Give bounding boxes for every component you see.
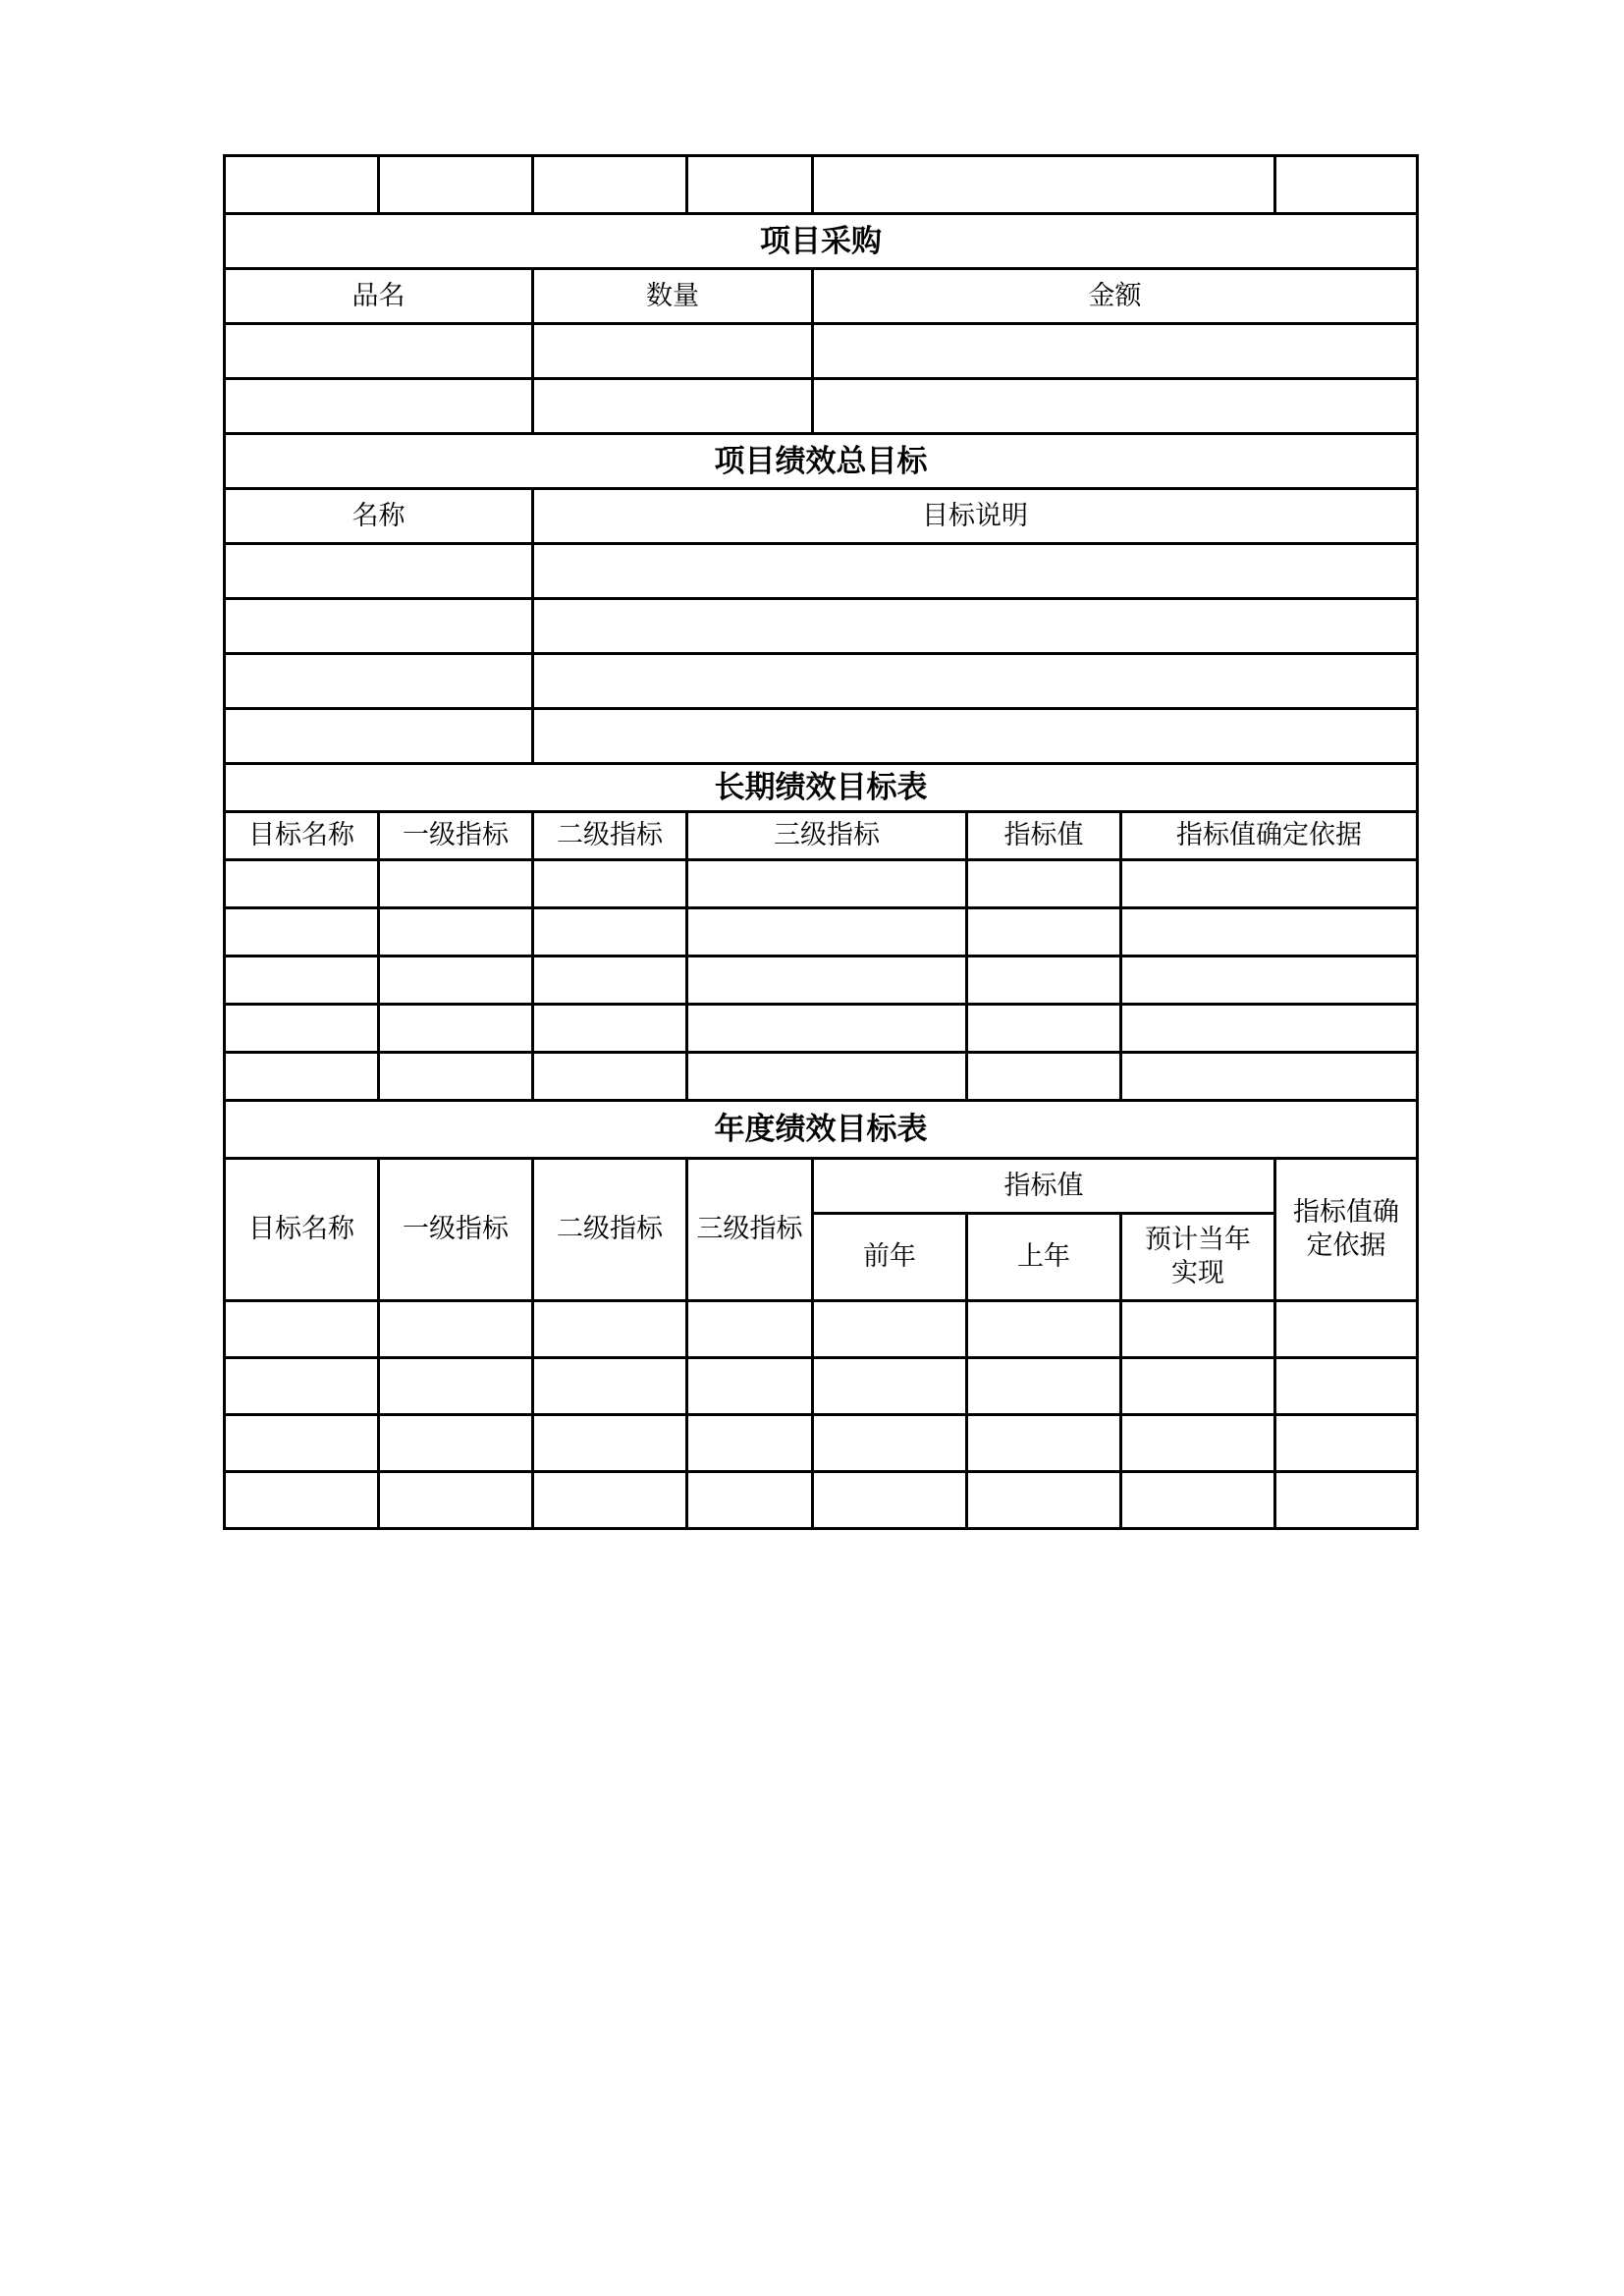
- table-cell: [813, 1472, 967, 1529]
- table-cell: [687, 1053, 967, 1101]
- annual-section-title: 年度绩效目标表: [225, 1101, 1418, 1159]
- table-row: [225, 860, 1418, 908]
- table-cell: [533, 544, 1418, 599]
- table-row: [225, 1005, 1418, 1053]
- table-cell: [967, 908, 1121, 957]
- table-cell: [533, 1415, 687, 1472]
- table-cell: [379, 1053, 533, 1101]
- table-row: [225, 1053, 1418, 1101]
- table-cell: [1275, 1472, 1418, 1529]
- table-cell: [225, 957, 379, 1005]
- last-year-header: 上年: [967, 1214, 1121, 1301]
- table-cell: [533, 599, 1418, 654]
- table-row: [225, 1415, 1418, 1472]
- long-term-section-title: 长期绩效目标表: [225, 764, 1418, 812]
- table-row: [225, 324, 1418, 379]
- procurement-header-row: [225, 269, 1418, 324]
- table-cell: [967, 1472, 1121, 1529]
- level2-indicator-header: 二级指标: [533, 812, 687, 860]
- table-cell: [225, 1301, 379, 1358]
- performance-target-form: [223, 154, 1416, 1530]
- table-cell: [379, 1415, 533, 1472]
- target-name-header: 目标名称: [225, 812, 379, 860]
- table-cell: [967, 860, 1121, 908]
- level1-indicator-header: 一级指标: [379, 812, 533, 860]
- table-cell: [687, 1358, 813, 1415]
- indicator-value-header: 指标值: [967, 812, 1121, 860]
- table-cell: [533, 1053, 687, 1101]
- table-cell: [813, 324, 1418, 379]
- table-cell: [533, 156, 687, 214]
- table-cell: [813, 156, 1275, 214]
- goal-description-header: 目标说明: [533, 489, 1418, 544]
- table-cell: [1121, 908, 1418, 957]
- table-cell: [533, 1301, 687, 1358]
- table-row: [225, 1472, 1418, 1529]
- table-cell: [533, 957, 687, 1005]
- table-cell: [225, 156, 379, 214]
- table-cell: [533, 860, 687, 908]
- table-cell: [225, 654, 533, 709]
- table-cell: [687, 1301, 813, 1358]
- table-cell: [967, 1053, 1121, 1101]
- table-cell: [1121, 1301, 1275, 1358]
- table-cell: [813, 379, 1418, 434]
- table-cell: [687, 156, 813, 214]
- table-cell: [967, 1005, 1121, 1053]
- table-cell: [1121, 1005, 1418, 1053]
- table-cell: [967, 957, 1121, 1005]
- table-cell: [225, 599, 533, 654]
- table-cell: [225, 544, 533, 599]
- table-row: [225, 379, 1418, 434]
- annual-level3-indicator-header: 三级指标: [687, 1159, 813, 1301]
- table-row: [225, 1301, 1418, 1358]
- table-row: [225, 544, 1418, 599]
- item-name-header: 品名: [225, 269, 533, 324]
- table-cell: [967, 1301, 1121, 1358]
- table-cell: [687, 908, 967, 957]
- goal-name-header: 名称: [225, 489, 533, 544]
- procurement-section-title: 项目采购: [225, 214, 1418, 269]
- table-cell: [533, 379, 813, 434]
- expected-this-year-header: 预计当年实现: [1121, 1214, 1275, 1301]
- annual-level1-indicator-header: 一级指标: [379, 1159, 533, 1301]
- table-cell: [225, 324, 533, 379]
- table-cell: [967, 1358, 1121, 1415]
- table-cell: [1121, 1472, 1275, 1529]
- table-cell: [379, 1005, 533, 1053]
- table-cell: [533, 908, 687, 957]
- level3-indicator-header: 三级指标: [687, 812, 967, 860]
- table-cell: [379, 1472, 533, 1529]
- year-before-last-header: 前年: [813, 1214, 967, 1301]
- table-cell: [1121, 957, 1418, 1005]
- table-cell: [225, 860, 379, 908]
- table-cell: [967, 1415, 1121, 1472]
- table-row: [225, 957, 1418, 1005]
- table-cell: [533, 1472, 687, 1529]
- table-cell: [1121, 860, 1418, 908]
- table-cell: [813, 1301, 967, 1358]
- table-cell: [225, 908, 379, 957]
- table-cell: [533, 654, 1418, 709]
- overall-goal-header-row: [225, 489, 1418, 544]
- table-cell: [1275, 1358, 1418, 1415]
- table-cell: [1121, 1415, 1275, 1472]
- annual-indicator-value-header: 指标值: [813, 1159, 1275, 1214]
- table-row: [225, 709, 1418, 764]
- table-cell: [687, 957, 967, 1005]
- table-cell: [225, 1053, 379, 1101]
- long-term-header-row: [225, 812, 1418, 860]
- table-cell: [533, 324, 813, 379]
- table-cell: [225, 1472, 379, 1529]
- amount-header: 金额: [813, 269, 1418, 324]
- table-cell: [687, 1005, 967, 1053]
- table-row: [225, 1358, 1418, 1415]
- table-cell: [533, 1005, 687, 1053]
- table-cell: [533, 709, 1418, 764]
- table-cell: [1121, 1053, 1418, 1101]
- table-cell: [1121, 1358, 1275, 1415]
- overall-goal-section-title: 项目绩效总目标: [225, 434, 1418, 489]
- table-cell: [1275, 1301, 1418, 1358]
- table-cell: [379, 1301, 533, 1358]
- table-cell: [225, 1358, 379, 1415]
- annual-value-basis-header: 指标值确定依据: [1275, 1159, 1418, 1301]
- table-cell: [687, 860, 967, 908]
- table-cell: [813, 1415, 967, 1472]
- table-cell: [687, 1415, 813, 1472]
- annual-target-name-header: 目标名称: [225, 1159, 379, 1301]
- quantity-header: 数量: [533, 269, 813, 324]
- table-row: [225, 599, 1418, 654]
- table-cell: [379, 908, 533, 957]
- table-cell: [533, 1358, 687, 1415]
- table-cell: [379, 156, 533, 214]
- table-row: [225, 908, 1418, 957]
- table-cell: [225, 709, 533, 764]
- annual-level2-indicator-header: 二级指标: [533, 1159, 687, 1301]
- table-cell: [1275, 156, 1418, 214]
- table-cell: [379, 957, 533, 1005]
- table-cell: [225, 1415, 379, 1472]
- table-row: [225, 654, 1418, 709]
- table-cell: [379, 1358, 533, 1415]
- form-table: [223, 154, 1419, 1530]
- table-cell: [1275, 1415, 1418, 1472]
- table-cell: [379, 860, 533, 908]
- top-blank-row: [225, 156, 1418, 214]
- table-cell: [687, 1472, 813, 1529]
- table-cell: [813, 1358, 967, 1415]
- annual-header-row: [225, 1159, 1418, 1214]
- value-basis-header: 指标值确定依据: [1121, 812, 1418, 860]
- table-cell: [225, 379, 533, 434]
- table-cell: [225, 1005, 379, 1053]
